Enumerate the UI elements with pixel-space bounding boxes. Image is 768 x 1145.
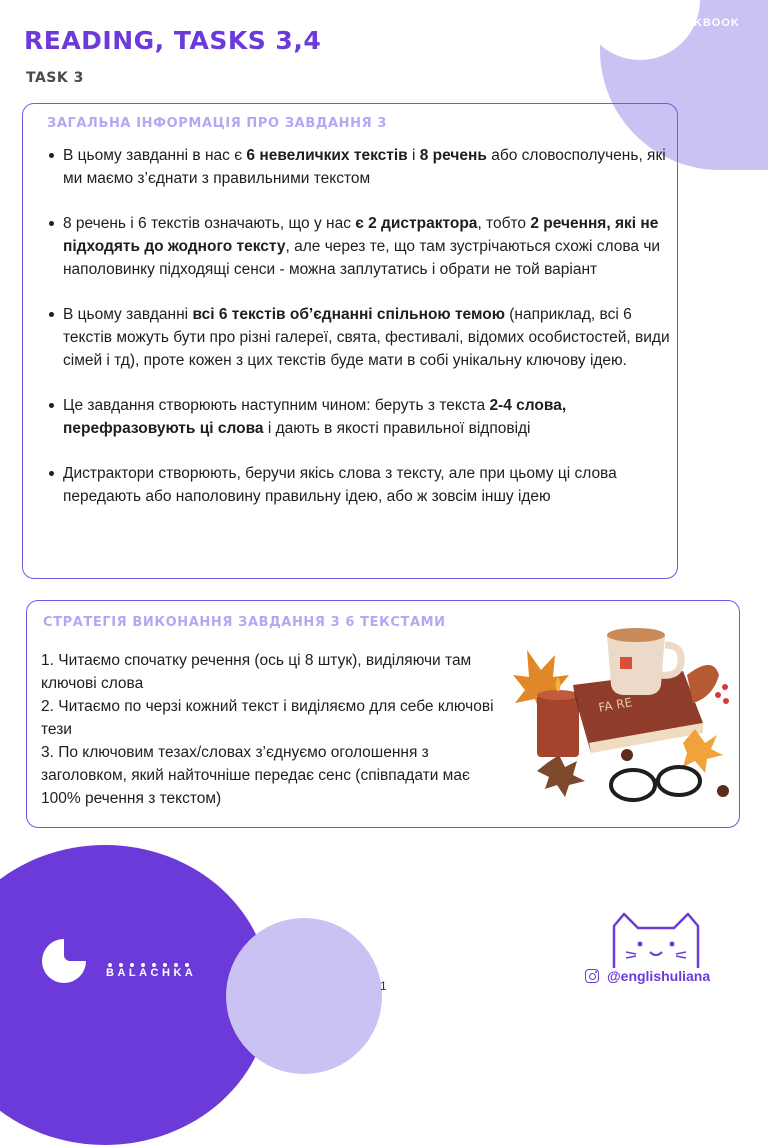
instagram-icon [585, 969, 599, 983]
task-label: TASK 3 [26, 70, 84, 86]
strategy-step: 2. Читаємо по черзі кожний текст і виділяємо для себе ключові тези [41, 698, 494, 738]
cat-doodle-icon [610, 912, 702, 968]
coffee-cup-icon [607, 635, 665, 695]
bottom-middle-blob [226, 918, 382, 1074]
strategy-box-heading: СТРАТЕГІЯ ВИКОНАННЯ ЗАВДАННЯ 3 6 ТЕКСТАМИ [43, 615, 446, 630]
strategy-step: 1. Читаємо спочатку речення (ось ці 8 штук), виділяючи там ключові слова [41, 652, 472, 692]
info-box [22, 103, 678, 579]
page-title: READING, TASKS 3,4 [24, 26, 322, 55]
strategy-steps [41, 649, 501, 810]
brand-name: BALACHKA [106, 967, 197, 979]
svg-text:FA RE: FA RE [597, 695, 634, 715]
strategy-box [26, 600, 740, 828]
instagram-handle: @englishuliana [607, 968, 711, 984]
info-bullet-list [47, 144, 683, 530]
info-bullet: Дистрактори створюють, беручи якісь слова з тексту, але при цьому ці слова передають або наполовину правильну ідею, або ж зовсім іншу ідею [63, 462, 683, 508]
page-number: 1 [380, 979, 387, 993]
instagram-link[interactable] [585, 968, 710, 984]
info-bullet: 8 речень і 6 текстів означають, що у нас є 2 дистрактора, тобто 2 речення, які не підходять до жодного тексту, але через те, що там зустрічаються схожі слова чи наполовинку підходящі сенси - можна заплутатись і обрати не той варіант [63, 212, 683, 281]
info-bullet: В цьому завданні всі 6 текстів об’єднанні спільною темою (наприклад, всі 6 текстів можуть бути про різні галереї, свята, фестивалі, відомих особистостей, види сімей і тд), проте кожен з цих текстів буде мати в собі унікальну ключову ідею. [63, 303, 683, 372]
strategy-step: 3. По ключовим тезах/словах з’єднуємо оголошення з заголовком, який найточніше передає сенс (співпадати має 100% речення з текстом) [41, 744, 470, 807]
candle-icon [537, 695, 579, 757]
glasses-icon [611, 770, 655, 800]
info-bullet: Це завдання створюють наступним чином: беруть з текста 2-4 слова, перефразовують ці слова і дають в якості правильної відповіді [63, 394, 683, 440]
info-box-heading: ЗАГАЛЬНА ІНФОРМАЦІЯ ПРО ЗАВДАННЯ 3 [47, 116, 388, 131]
balachka-logo-icon [40, 937, 88, 985]
autumn-books-coffee-illustration [507, 615, 733, 815]
workbook-tag: WORKBOOK [664, 17, 740, 29]
info-bullet: В цьому завданні в нас є 6 невеличких текстів і 8 речень або словосполучень, які ми маємо з’єднати з правильними текстом [63, 144, 683, 190]
